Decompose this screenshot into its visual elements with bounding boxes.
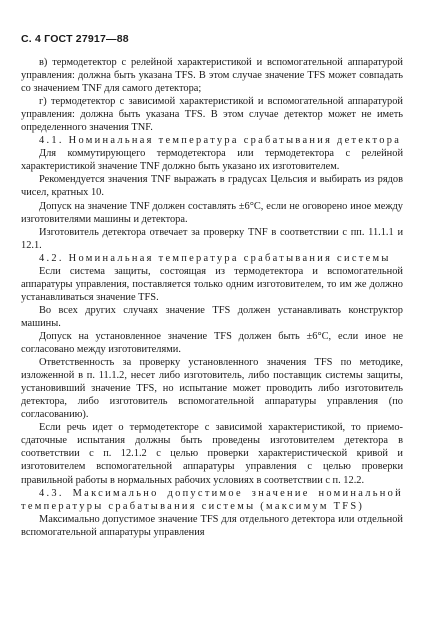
- paragraph: Рекомендуется значения TNF выражать в градусах Цельсия и выбирать из рядов чисел, кратных 10.: [21, 174, 403, 199]
- paragraph: Для коммутирующего термодетектора или термодетектора с релейной характеристикой значение TNF должно быть указано их изготовителем.: [21, 148, 403, 173]
- paragraph: Если речь идет о термодетекторе с зависимой характеристикой, то приемо-сдаточные испытания должны быть проведены изготовителем детектора в соответствии с п. 12.1.2 с целью проверки характеристической кривой и изготовителем вспомогательной аппаратуры управления с целью проверки правильной работы в нормальных рабочих условиях в соответствии с п. 12.2.: [21, 422, 403, 486]
- paragraph: Ответственность за проверку установленного значения TFS по методике, изложенной в п. 11.1.2, несет либо изготовитель, либо поставщик системы защиты, установивший значение TFS, но испытание может проводить либо изготовитель детектора, либо изготовитель вспомогательной аппаратуры управления (по согласованию).: [21, 357, 403, 421]
- paragraph: Допуск на значение TNF должен составлять ±6°С, если не оговорено иное между изготовителями машины и детектора.: [21, 200, 403, 225]
- page-header: С. 4 ГОСТ 27917—88: [21, 33, 129, 45]
- paragraph: Максимально допустимое значение TFS для отдельного детектора или отдельной вспомогательной аппаратуры управления: [21, 513, 403, 538]
- paragraph: г) термодетектор с зависимой характеристикой и вспомогательной аппаратурой управления: должна быть указана TFS. В этом случае детектор может не иметь определенного значения TNF.: [21, 96, 403, 134]
- paragraph: Допуск на установленное значение TFS должен быть ±6°С, если иное не согласовано между изготовителями.: [21, 330, 403, 356]
- section-heading: 4.2. Номинальная температура срабатывания системы: [39, 252, 391, 264]
- paragraph: Если система защиты, состоящая из термодетектора и вспомогательной аппаратуры управления, поставляется только одним изготовителем, то им же должно устанавливаться значение TFS.: [21, 265, 403, 303]
- section-heading: 4.3. Максимально допустимое значение номинальной температуры срабатывания системы (максимум TFS): [21, 487, 403, 512]
- paragraph: в) термодетектор с релейной характеристикой и вспомогательной аппаратурой управления: должна быть указана TFS. В этом случае значение TFS может совпадать со значением TNF для самого детектора;: [21, 57, 403, 95]
- paragraph: Во всех других случаях значение TFS должен устанавливать конструктор машины.: [21, 304, 403, 329]
- section-heading: 4.1. Номинальная температура срабатывания детектора: [39, 135, 402, 147]
- paragraph: Изготовитель детектора отвечает за проверку TNF в соответствии с пп. 11.1.1 и 12.1.: [21, 226, 403, 251]
- document-body: [21, 56, 403, 539]
